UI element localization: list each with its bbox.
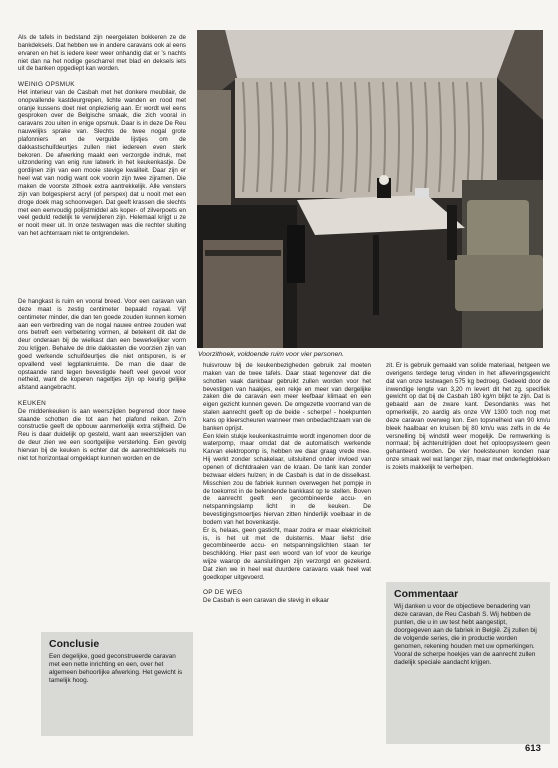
paragraph: Als de tafels in bedstand zijn neergelaten bokkeren ze de bankdeksels. Dat hebben we in andere caravans ook al eens ervaren en het is iedere keer weer onhandig dat er 's nachts niet dan na het nodige gescharrel met blad en deksels iets uit de banken opgediept kan worden. xyxy=(18,34,186,73)
paragraph: huisvrouw bij de keukenbezigheden gebruik zal moeten maken van de twee tafels. Daar staat tegenover dat die schotten vaak dankbaar gebruikt zullen worden voor het bevestigen van haakjes, een rekje en meer van dergelijke zaken die de caravan een meer leefbaar klimaat en een eigen gezicht kunnen geven. De omgezette voorrand van de stalen aanrecht geeft op de beide - scherpe! - hoekpunten kans op kleerscheuren wanneer men onbedachtzaam van de banken oprijst. xyxy=(203,362,371,432)
paragraph: De Casbah is een caravan die stevig in elkaar xyxy=(203,597,329,605)
middle-column xyxy=(203,362,371,613)
photo-caption: Voorzithoek, voldoende ruim voor vier personen. xyxy=(198,351,344,358)
conclusie-box xyxy=(41,632,193,736)
paragraph: Het interieur van de Casbah met het donkere meubilair, de onopvallende kastdeurgrepen, lichte wanden en rood met oranje kussens doet niet onplezierig aan. Er wordt wel eens gesproken over de Belgische smaak, die zich vooral in caravans zou uiten in enige opsmuk. Daar is in deze De Reu nauwelijks sprake van. Slechts de twee nogal grote plafonniers en de vergulde lijstjes om de dakkastschuifdeurtjes zullen niet iedereen even sterk bekoren. De afwerking maakt een verzorgde indruk, met uitzondering van enig ruw latwerk in het keukenkastje. De gordijnen zijn van een mooie stevige kwaliteit. Daar zijn er heel wat van nodig want ook voorin zijn twee zijramen. Die maken de voorste zithoek extra aantrekkelijk. Alle vensters zijn van bolgespierst acryl (of perspex) dat u nooit met een droge doek mag schoonvegen. Dat geeft krassen die slechts met een eenvoudig polijstmiddel als koper- of zilverpoets en veel geduld redelijk te verwijderen zijn. Helemaal krijgt u ze er nooit meer uit. In onze testwagen was die rechter sluiting van het achterraam niet te ontgrendelen. xyxy=(18,88,186,238)
left-column-upper xyxy=(18,34,186,246)
section-heading: WEINIG OPSMUK xyxy=(18,81,75,89)
paragraph: De middenkeuken is aan weerszijden begrensd door twee staande schotten die tot aan het plafond reiken. Zo'n constructie geeft de opbouw aanmerkelijk extra stijfheid. De Reu is daar duidelijk op gesteld, want aan weerszijden van de deur zien we een soortgelijke versterking. Een gevolg hiervan bij de keuken is echter dat de aanrechtdeksels nu niet tot horizontaal omgeklapt kunnen worden en de xyxy=(18,407,186,462)
paragraph: Er is, helaas, geen gasticht, maar zodra er maar elektriciteit is, is het uit met de duisternis. Maar liefst drie gecombineerde accu- en netspanningslichten staan ter beschikking. Hier past een woord van lof voor de keurige wijze waarop de aansluitingen zijn verzorgd en gezekerd. Dat zien we in heel wat duurdere caravans vaak heel wat goedkoper uitgevoerd. xyxy=(203,526,371,581)
interior-photo xyxy=(197,30,543,348)
box-title: Commentaar xyxy=(394,588,459,600)
paragraph: De hangkast is ruim en vooral breed. Voor een caravan van deze maat is zestig centimeter bepaald royaal. Vijf centimeter minder, die dan ten goede zouden kunnen komen aan een verbreding van de nogal nauwe entree zouden wat ons betreft een verbetering vormen, al betekent dit dat de deur onderaan bij de wielkast dan een bewerkelijker vorm zou krijgen. Behalve de drie dakkasten die voorzien zijn van goed werkende schuifdeurtjes die niet ontsporen, is er opvallend veel legplankruimte. De man die daar de opstaande rand tegen bevestigde heeft veel gevoel voor netheid, want de koperen nageltjes zijn op keurig gelijke afstand aangebracht. xyxy=(18,298,186,392)
caravan-interior-image xyxy=(197,30,543,348)
right-column xyxy=(386,362,550,480)
box-body: Een degelijke, goed geconstrueerde caravan met een nette inrichting en een, over het algemeen behoorlijke afwerking. Het gewicht is tamelijk hoog. xyxy=(49,653,183,684)
left-column-lower xyxy=(18,298,186,470)
paragraph: zit. Er is gebruik gemaakt van solide materiaal, hetgeen we overigens terdege terug vinden in het afleveringsgewicht dat van onze testwagen 575 kg bedroeg. Gedeeld door de inwendige lengte van 3,20 m levert dit het zg. specifiek gewicht op dat bij de Casbah 180 kg/m blijkt te zijn. Dat is gebaald aan de zware kant. Desondanks was het opmerkelijk, zo aardig als onze VW 1300 toch nog met deze caravan overweg kon. Een topsnelheid van 90 km/u bleek haalbaar en kruisen bij 80 km/u was zelfs in de 4e versnelling bij windstil weer mogelijk. De remwerking is normaal; bij achteruitrijden doet het oploopsysteem geen gehanteerd worden. De vier hoeksteunen konden naar onze smaak wel wat langer zijn, maar met onderlegblokken is zoiets makkelijk te verhelpen. xyxy=(386,362,550,471)
paragraph: Een klein stukje keukenkastruimte wordt ingenomen door de waterpomp, maar omdat dat de automatisch werkende Karvan elektropomp is, hebben we daar graag vrede mee. Hij werkt zonder schakelaar, uitsluitend onder invloed van openen of dichtdraaien van de kraan. De tank kan zonder bezwaar elders hulzen; in de Casbah is dat in de disselkast. Misschien zou de fabriek kunnen overwegen het pompje in de toekomst in de belendende bankkast op te stellen. Boven de aanrecht geeft een gecombineerde accu- en netspanningslamp licht in de keuken. De bevestigingsmoertjes hiervan zitten hinderlijk voelbaar in de bodem van het bovenkastje. xyxy=(203,432,371,526)
section-heading: OP DE WEG xyxy=(203,589,243,597)
section-heading: KEUKEN xyxy=(18,399,47,407)
commentaar-box xyxy=(386,582,550,744)
page-number: 613 xyxy=(525,743,541,754)
box-title: Conclusie xyxy=(49,638,100,650)
box-body: Wij danken u voor de objectieve benadering van deze caravan, de Reu Casbah S. Wij hebben de punten, die u in uw test hebt aangestipt, doorgegeven aan de fabriek in België. Zij zullen bij de volgende series, die in productie worden genomen, rekening houden met uw opmerkingen. Vooral de scherpe hoekjes van de aanrecht zullen dadelijk speciale aandacht krijgen. xyxy=(394,603,537,666)
